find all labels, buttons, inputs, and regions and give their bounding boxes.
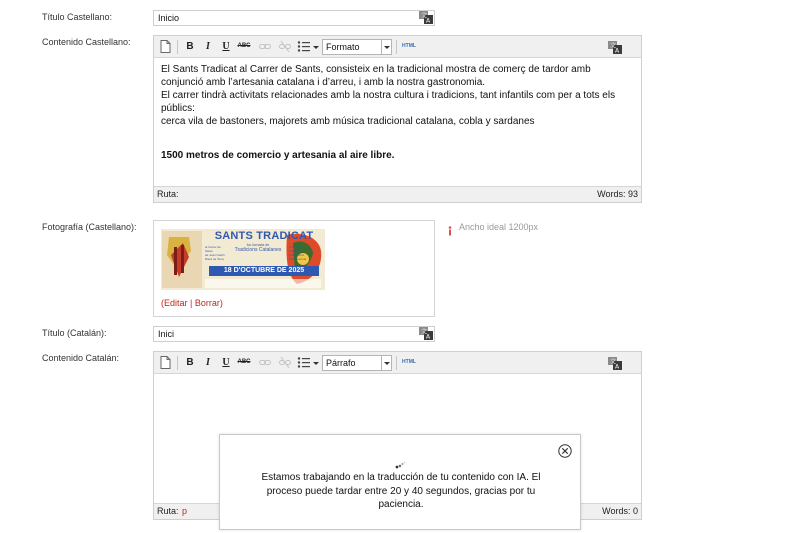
translate-icon[interactable]: [419, 11, 433, 24]
strikethrough-button[interactable]: ABC: [237, 43, 251, 49]
bold-button[interactable]: B: [186, 41, 194, 52]
translate-icon[interactable]: [608, 357, 622, 370]
content-paragraph: cerca vila de bastoners, majorets amb música tradicional catalana, cobla y sardanes: [161, 116, 535, 127]
italic-button[interactable]: I: [206, 41, 210, 52]
translation-modal: [219, 434, 581, 530]
word-count: Words: 93: [597, 189, 638, 199]
svg-text:A: A: [615, 363, 620, 370]
titulo-catalan-input[interactable]: Inici: [153, 326, 435, 342]
content-bold-paragraph: 1500 metros de comercio y artesania al aire libre.: [161, 150, 395, 161]
svg-text:文: 文: [610, 358, 617, 366]
svg-text:A: A: [426, 17, 431, 24]
list-dropdown-icon[interactable]: [312, 356, 320, 369]
strikethrough-button[interactable]: ABC: [237, 359, 251, 365]
editor-toolbar: [154, 352, 641, 374]
poster-left-text: al Carrer de Sants de Joan Güell i Riera de Tena: [205, 245, 226, 261]
svg-text:文: 文: [610, 42, 617, 50]
poster-title: SANTS TRADICAT: [214, 230, 314, 242]
photo-size-hint: Ancho ideal 1200px: [459, 222, 539, 232]
link-icon[interactable]: [259, 356, 271, 369]
editor-castellano[interactable]: [153, 35, 642, 203]
path-value[interactable]: p: [182, 506, 188, 516]
path-label: Ruta:: [157, 506, 179, 516]
link-separator: |: [190, 298, 193, 308]
word-count: Words: 0: [602, 506, 638, 516]
poster-subtitle: 6a Jornada de Tradicions Catalanes: [234, 243, 282, 253]
format-select-value: Párrafo: [326, 358, 356, 368]
bold-button[interactable]: B: [186, 357, 194, 368]
chevron-down-icon[interactable]: [381, 356, 391, 370]
format-select[interactable]: [322, 355, 392, 371]
underline-button[interactable]: U: [222, 357, 230, 368]
editor-content[interactable]: [161, 63, 634, 162]
modal-message: Estamos trabajando en la traducción de tu contenido con IA. El proceso puede tardar entre 20 y 40 segundos, gracias por tu paciencia.: [261, 472, 541, 510]
editor-statusbar: [154, 186, 641, 202]
info-icon: [446, 223, 454, 233]
label-titulo-castellano: Título Castellano:: [42, 12, 113, 22]
new-document-icon[interactable]: [159, 356, 171, 369]
editor-toolbar: [154, 36, 641, 58]
list-dropdown-icon[interactable]: [312, 40, 320, 53]
html-source-button[interactable]: HTML: [402, 43, 416, 49]
translate-icon[interactable]: [419, 327, 433, 340]
content-paragraph: El Sants Tradicat al Carrer de Sants, consisteix en la tradicional mostra de comerç de tardor amb conjunció amb l’artesania catalana i d’arreu, i amb la nostra gastronomia.: [161, 64, 591, 88]
poster-date: 18 D'OCTUBRE DE 2025: [209, 266, 319, 276]
underline-button[interactable]: U: [222, 41, 230, 52]
chevron-down-icon[interactable]: [381, 40, 391, 54]
titulo-castellano-input[interactable]: Inicio: [153, 10, 435, 26]
content-paragraph: El carrer tindrà activitats relacionades amb la nostra cultura i tradicions, tant infantils com per a tots els públics:: [161, 90, 616, 114]
spinner-icon: [395, 456, 407, 464]
label-contenido-castellano: Contenido Castellano:: [42, 37, 131, 47]
svg-text:A: A: [615, 47, 620, 54]
svg-text:文: 文: [421, 12, 428, 20]
unlink-icon[interactable]: [279, 40, 291, 53]
poster-image[interactable]: [161, 229, 325, 290]
delete-link[interactable]: Borrar: [194, 298, 220, 308]
format-select-value: Formato: [326, 42, 360, 52]
unlink-icon[interactable]: [279, 356, 291, 369]
label-titulo-catalan: Título (Catalán):: [42, 328, 107, 338]
photo-box: [153, 220, 435, 317]
bulleted-list-icon[interactable]: [297, 356, 311, 369]
label-contenido-catalan: Contenido Catalán:: [42, 353, 120, 363]
new-document-icon[interactable]: [159, 40, 171, 53]
path-label: Ruta:: [157, 189, 179, 199]
translate-icon[interactable]: [608, 41, 622, 54]
label-fotografia-castellano: Fotografía (Castellano):: [42, 222, 137, 232]
svg-text:A: A: [426, 333, 431, 340]
svg-text:文: 文: [421, 328, 428, 336]
bulleted-list-icon[interactable]: [297, 40, 311, 53]
link-icon[interactable]: [259, 40, 271, 53]
format-select[interactable]: [322, 39, 392, 55]
edit-link[interactable]: Editar: [164, 298, 188, 308]
html-source-button[interactable]: HTML: [402, 359, 416, 365]
poster-right-text: Comerç i Artesania Tradicional Gastronomia: [289, 245, 307, 261]
close-icon[interactable]: [558, 444, 572, 458]
italic-button[interactable]: I: [206, 357, 210, 368]
photo-actions: (Editar | Borrar): [161, 298, 223, 308]
